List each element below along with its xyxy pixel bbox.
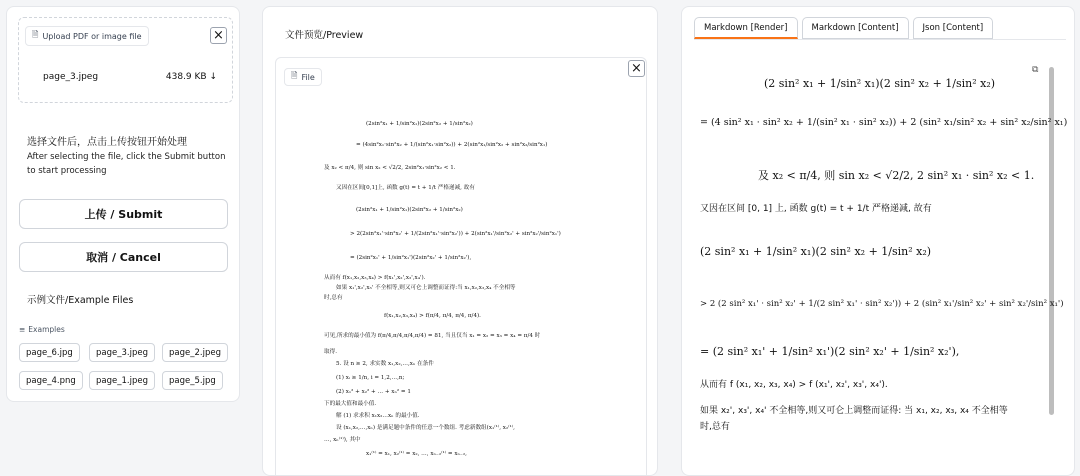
doc-line: (2) x₁² + x₂² + … + xₙ² = 1	[336, 389, 411, 395]
doc-line: (1) xᵢ ≥ 1/n, i = 1,2,…,n;	[336, 375, 405, 381]
doc-line: 5. 设 n ≥ 2, 求实数 x₁,x₂,…,xₙ 在条件	[336, 361, 434, 367]
doc-line: = (2sin²x₁' + 1/sin²x₁')(2sin²x₂' + 1/sin²x₂'),	[350, 255, 472, 261]
example-file-button[interactable]: page_5.jpg	[162, 371, 223, 390]
file-icon: 🗎	[32, 30, 39, 39]
md-equation: (2 sin² x₁ + 1/sin² x₁)(2 sin² x₂ + 1/sin² x₂)	[700, 245, 932, 258]
tab-json-content[interactable]: Json [Content]	[913, 17, 994, 39]
file-name: page_3.jpeg	[43, 72, 99, 82]
doc-line: (2sin²x₁ + 1/sin²x₁)(2sin²x₂ + 1/sin²x₂)	[366, 121, 473, 127]
list-icon: ≡	[19, 325, 26, 334]
doc-line: 从而有 f(x₁,x₂,x₃,x₄) > f(x₁',x₂',x₃',x₄').	[324, 275, 426, 281]
md-text: 又因在区间 [0, 1] 上, 函数 g(t) = t + 1/t 严格递减, 故有	[700, 204, 932, 214]
md-equation: 及 x₂ < π/4, 则 sin x₂ < √2/2, 2 sin² x₁ · sin² x₂ < 1.	[758, 169, 1035, 182]
preview-panel	[262, 6, 658, 476]
doc-line: 解 (1) 求求积 x₁x₂…xₙ 的最小值.	[336, 413, 420, 419]
examples-label-text: Examples	[28, 325, 65, 334]
file-size-download[interactable]: 438.9 KB ↓	[165, 72, 217, 82]
md-text: 时,总有	[700, 422, 730, 432]
doc-line: 又因在区间[0,1]上, 函数 g(t) = t + 1/t 严格递减, 故有	[336, 185, 475, 191]
doc-line: > 2(2sin²x₁'·sin²x₂' + 1/(2sin²x₁'·sin²x₂')) + 2(sin²x₁'/sin²x₂' + sin²x₂'/sin²x₁')	[350, 231, 561, 237]
result-tabs	[694, 17, 993, 39]
close-preview-button[interactable]	[628, 60, 645, 77]
submit-button[interactable]: 上传 / Submit	[19, 199, 228, 229]
preview-file-label: File	[301, 72, 315, 82]
preview-title: 文件预览/Preview	[285, 30, 364, 41]
md-equation: = (4 sin² x₁ · sin² x₂ + 1/(sin² x₁ · sin² x₂)) + 2 (sin² x₁/sin² x₂ + sin² x₂/sin² x₁)	[700, 117, 1068, 128]
tab-divider	[694, 39, 1066, 40]
examples-label	[19, 325, 65, 334]
md-equation: (2 sin² x₁ + 1/sin² x₁)(2 sin² x₂ + 1/sin² x₂)	[764, 77, 996, 90]
upload-chip	[25, 26, 149, 46]
file-dropzone[interactable]	[18, 17, 233, 103]
md-text: 从而有 f (x₁, x₂, x₃, x₄) > f (x₁', x₂', x₃', x₄').	[700, 380, 888, 390]
cancel-button[interactable]: 取消 / Cancel	[19, 242, 228, 272]
clear-file-button[interactable]	[210, 27, 227, 44]
close-icon: ×	[213, 28, 224, 43]
doc-line: 设 (x₁,x₂,…,xₙ) 是满足题中条件的任意一个数组. 考虑新数组(x₁⁽¹⁾, x₂⁽¹⁾,	[336, 425, 515, 431]
tab-markdown-content[interactable]: Markdown [Content]	[802, 17, 909, 39]
doc-line: = (4sin²x₁·sin²x₂ + 1/(sin²x₁·sin²x₂)) + 2(sin²x₁/sin²x₂ + sin²x₂/sin²x₁)	[356, 142, 548, 148]
preview-file-chip	[284, 68, 322, 86]
md-equation: > 2 (2 sin² x₁' · sin² x₂' + 1/(2 sin² x₁' · sin² x₂')) + 2 (sin² x₁'/sin² x₂' + sin² x₂'/sin² x₁')	[700, 299, 1064, 309]
doc-line: 时,总有	[324, 295, 343, 301]
example-file-button[interactable]: page_1.jpeg	[89, 371, 155, 390]
md-text: 如果 x₂', x₃', x₄' 不全相等,则又可仑上调整而证得: 当 x₁, x₂, x₃, x₄ 不全相等	[700, 406, 1008, 416]
doc-line: 取得.	[324, 349, 337, 355]
example-file-button[interactable]: page_4.png	[19, 371, 83, 390]
file-icon: 🗎	[291, 71, 298, 80]
doc-line: 下的最大值和最小值.	[324, 401, 377, 407]
doc-line: 可见,所求的最小值为 f(π/4,π/4,π/4,π/4) = 81, 当且仅当 x₁ = x₂ = x₃ = x₄ = π/4 时	[324, 333, 541, 339]
doc-line: (2sin²x₁ + 1/sin²x₁)(2sin²x₂ + 1/sin²x₂)	[356, 207, 463, 213]
example-file-button[interactable]: page_6.jpg	[19, 343, 80, 362]
result-panel	[681, 6, 1075, 476]
close-icon: ×	[631, 61, 642, 76]
hint-en: After selecting the file, click the Submit button to start processing	[27, 152, 226, 176]
md-equation: = (2 sin² x₁' + 1/sin² x₁')(2 sin² x₂' + 1/sin² x₂'),	[700, 345, 960, 358]
doc-line: 及 x₂ < π/4, 则 sin x₂ < √2/2, 2sin²x₁·sin²x₂ < 1.	[324, 165, 456, 171]
upload-panel	[6, 6, 240, 402]
doc-line: …, xₙ⁽¹⁾), 其中	[324, 437, 361, 443]
uploaded-file-row[interactable]	[25, 66, 225, 88]
examples-title: 示例文件/Example Files	[27, 295, 134, 306]
hint-cn: 选择文件后，点击上传按钮开始处理	[27, 137, 187, 148]
doc-line: 如果 x₁',x₂',x₃' 不全相等,则又可仑上调整而证得:当 x₁,x₂,x₃,x₄ 不全相等	[336, 285, 516, 291]
tab-markdown-render[interactable]: Markdown [Render]	[694, 17, 798, 39]
copy-icon[interactable]: ⧉	[1032, 65, 1039, 75]
example-file-button[interactable]: page_2.jpeg	[162, 343, 228, 362]
example-file-button[interactable]: page_3.jpeg	[89, 343, 155, 362]
doc-line: x₁⁽¹⁾ = x₁, x₂⁽¹⁾ = x₂, …, xₙ₋₂⁽¹⁾ = xₙ₋₂,	[366, 451, 467, 457]
upload-label: Upload PDF or image file	[42, 31, 142, 41]
upload-hint	[27, 136, 227, 178]
file-preview[interactable]	[275, 57, 647, 476]
doc-line: f(x₁,x₂,x₃,x₄) > f(π/4, π/4, π/4, π/4).	[384, 313, 481, 319]
